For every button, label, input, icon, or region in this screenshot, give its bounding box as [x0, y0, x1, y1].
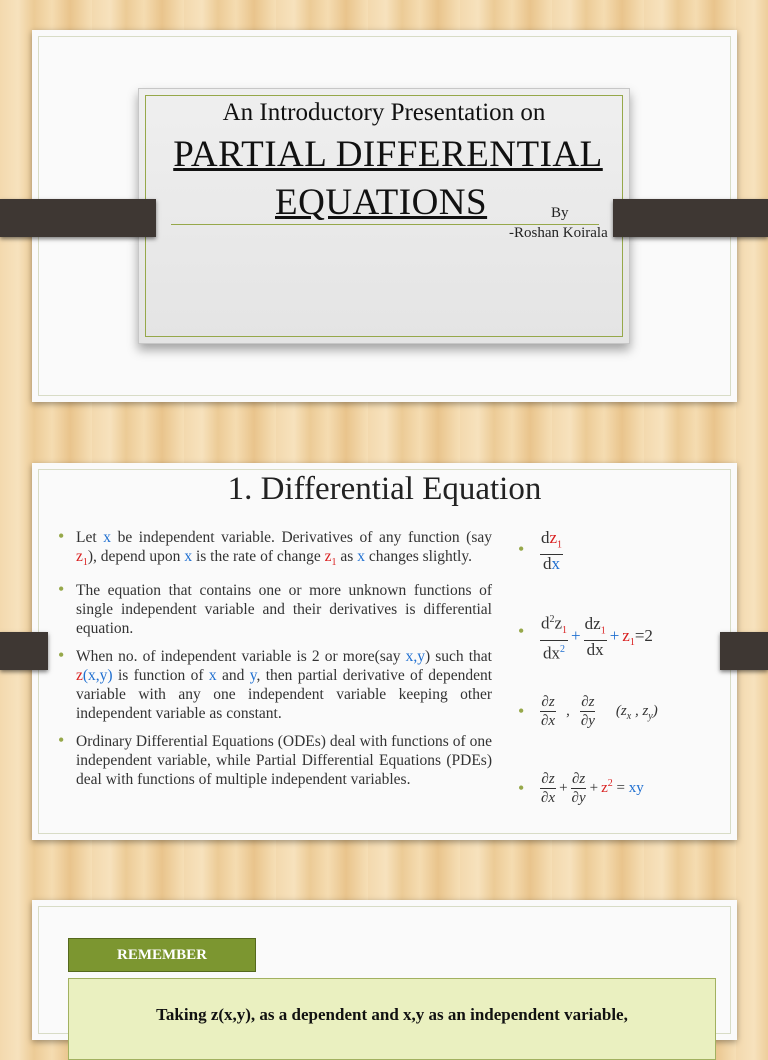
bullet-dot-icon: • [518, 701, 525, 721]
bullet-dot-icon: • [58, 579, 65, 600]
fraction-dz-dy: $\frac{\partial z}{\partial y}$ [571, 771, 586, 806]
equation-4: • $\frac{\partial z}{\partial x}$ + $\frac{\partial z}{\partial y}$ + $z^2$ = xy [518, 771, 644, 806]
bullet-dot-icon: • [518, 621, 525, 641]
binder-clip-left [0, 632, 48, 670]
bullet-dot-icon: • [58, 526, 65, 546]
fraction-dz-dy: $\frac{\partial z}{\partial y}$ [580, 694, 595, 729]
bullet-1: • Let x be independent variable. Derivatives of any function (say $z_1$), depend upon x is the rate of change $z_1$ as x changes slightly. [58, 526, 492, 569]
title-line-1: PARTIAL DIFFERENTIAL [173, 134, 603, 175]
equation-3: • $\frac{\partial z}{\partial x}$ , $\frac{\partial z}{\partial y}$ ($z_x$ , $z_y$) [518, 694, 658, 729]
intro-text: An Introductory Presentation on [222, 99, 546, 126]
bullet-2: • The equation that contains one or more unknown functions of single independent variable and their derivatives is differential equation. [58, 579, 492, 638]
equation-2: • $\frac{d^2z_1}{dx^2}$ + $\frac{dz_1}{dx}$ + $z_1=2$ [518, 611, 653, 663]
title-box [138, 88, 630, 344]
bullet-4: • Ordinary Differential Equations (ODEs) deal with functions of one independent variable, while Partial Differential Equations (PDEs) deal with functions of multiple independent variables. [58, 730, 492, 789]
bullet-dot-icon: • [518, 778, 525, 798]
fraction-d2z1-dx2: $\frac{d^2z_1}{dx^2}$ [540, 611, 568, 663]
binder-clip-right [613, 199, 768, 237]
remember-label: REMEMBER [68, 938, 256, 972]
bullet-list [54, 528, 492, 798]
binder-clip-right [720, 632, 768, 670]
fraction-dz1-dx: $\frac{dz_1}{dx}$ [584, 613, 606, 660]
differential-equation-slide [32, 463, 737, 840]
bullet-3: • When no. of independent variable is 2 or more(say x,y) such that z(x,y) is function of x and y, then partial derivative of dependent variable with any one independent variable keeping other independent variable as constant. [58, 645, 493, 723]
equation-1 [518, 529, 563, 573]
remember-box [68, 978, 716, 1060]
fraction-dz-dx: $\frac{\partial z}{\partial x}$ [541, 694, 556, 729]
fraction-dz-dx: $\frac{\partial z}{\partial x}$ [541, 771, 556, 806]
author-name: -Roshan Koirala [509, 225, 608, 241]
slide-title: 1. Differential Equation [227, 471, 542, 507]
by-label: By [551, 205, 569, 221]
remember-slide [32, 900, 737, 1040]
bullet-dot-icon: • [58, 730, 65, 751]
fraction-dz1-dx: $\frac{dz_1}{dx}$ [541, 528, 563, 574]
remember-text: Taking z(x,y), as a dependent and x,y as an independent variable, [156, 1005, 628, 1024]
bullet-dot-icon: • [58, 645, 65, 666]
binder-clip-left [0, 199, 156, 237]
title-line-2: EQUATIONS [275, 182, 488, 223]
bullet-dot-icon: • [518, 539, 525, 559]
